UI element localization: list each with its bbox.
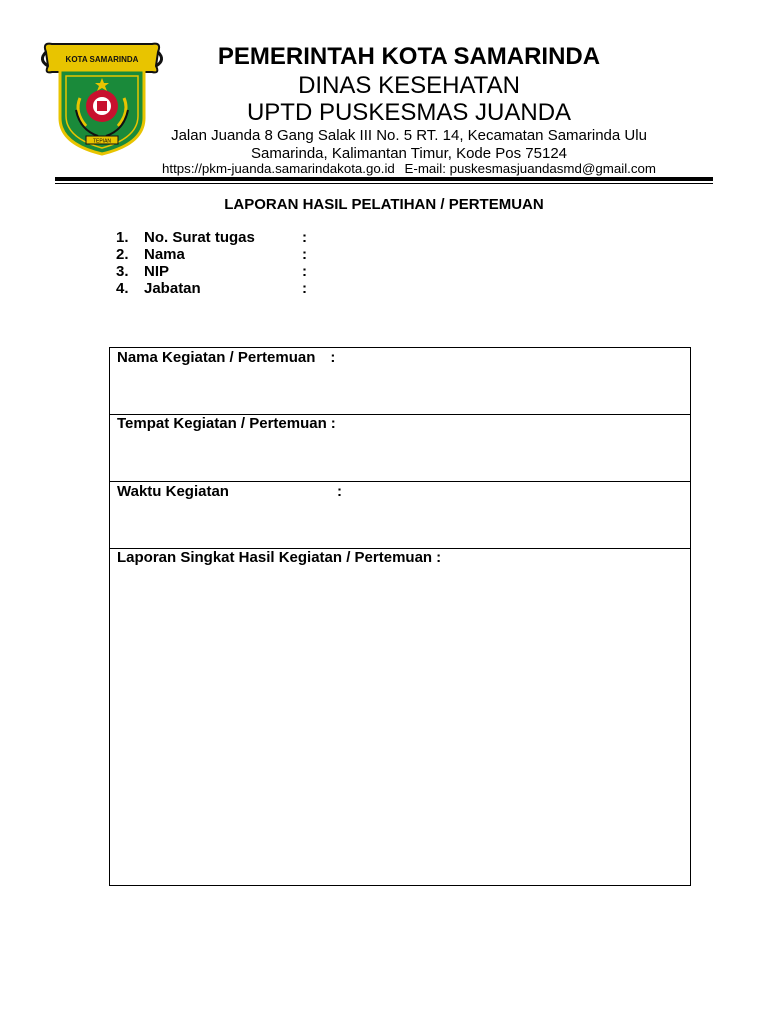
field-number: 1. [116, 229, 129, 246]
field-label: Nama [144, 246, 185, 263]
emblem-banner-text: KOTA SAMARINDA [65, 55, 139, 64]
field-number: 3. [116, 263, 129, 280]
field-row [116, 263, 307, 280]
address-line-1: Jalan Juanda 8 Gang Salak III No. 5 RT. 14, Kecamatan Samarinda Ulu [171, 127, 647, 144]
identity-fields [116, 229, 307, 297]
report-table [109, 347, 691, 886]
field-separator: : [302, 263, 307, 280]
section-activity-report[interactable] [110, 549, 690, 885]
contact-line [100, 161, 718, 176]
website-link[interactable]: https://pkm-juanda.samarindakota.go.id [162, 161, 395, 176]
email-text: E-mail: puskesmasjuandasmd@gmail.com [404, 161, 656, 176]
field-row [116, 280, 307, 297]
field-separator: : [302, 229, 307, 246]
field-label: Jabatan [144, 280, 201, 297]
field-number: 4. [116, 280, 129, 297]
department-name: DINAS KESEHATAN [298, 72, 520, 99]
section-label: Waktu Kegiatan [117, 483, 229, 500]
section-label: Tempat Kegiatan / Pertemuan [117, 415, 327, 432]
unit-name: UPTD PUSKESMAS JUANDA [246, 99, 572, 126]
field-number: 2. [116, 246, 129, 263]
document-title: LAPORAN HASIL PELATIHAN / PERTEMUAN [224, 196, 544, 213]
section-separator: : [330, 349, 336, 366]
agency-name: PEMERINTAH KOTA SAMARINDA [217, 43, 601, 70]
field-row [116, 246, 307, 263]
section-label: Laporan Singkat Hasil Kegiatan / Pertemuan [117, 549, 433, 566]
letterhead-divider-thin [55, 183, 713, 184]
field-label: NIP [144, 263, 170, 280]
section-separator: : [330, 415, 336, 432]
address-line-2: Samarinda, Kalimantan Timur, Kode Pos 75124 [250, 145, 568, 162]
section-activity-place[interactable] [110, 415, 690, 482]
field-label: No. Surat tugas [144, 229, 255, 246]
letterhead-divider-thick [55, 177, 713, 181]
section-activity-name[interactable] [110, 348, 690, 414]
field-row [116, 229, 307, 246]
field-separator: : [302, 246, 307, 263]
section-label: Nama Kegiatan / Pertemuan [117, 349, 316, 366]
section-separator: : [336, 483, 342, 500]
emblem-ribbon-text: TEPIAN [92, 138, 112, 145]
section-separator: : [436, 549, 442, 566]
section-activity-time[interactable] [110, 482, 690, 549]
field-separator: : [302, 280, 307, 297]
